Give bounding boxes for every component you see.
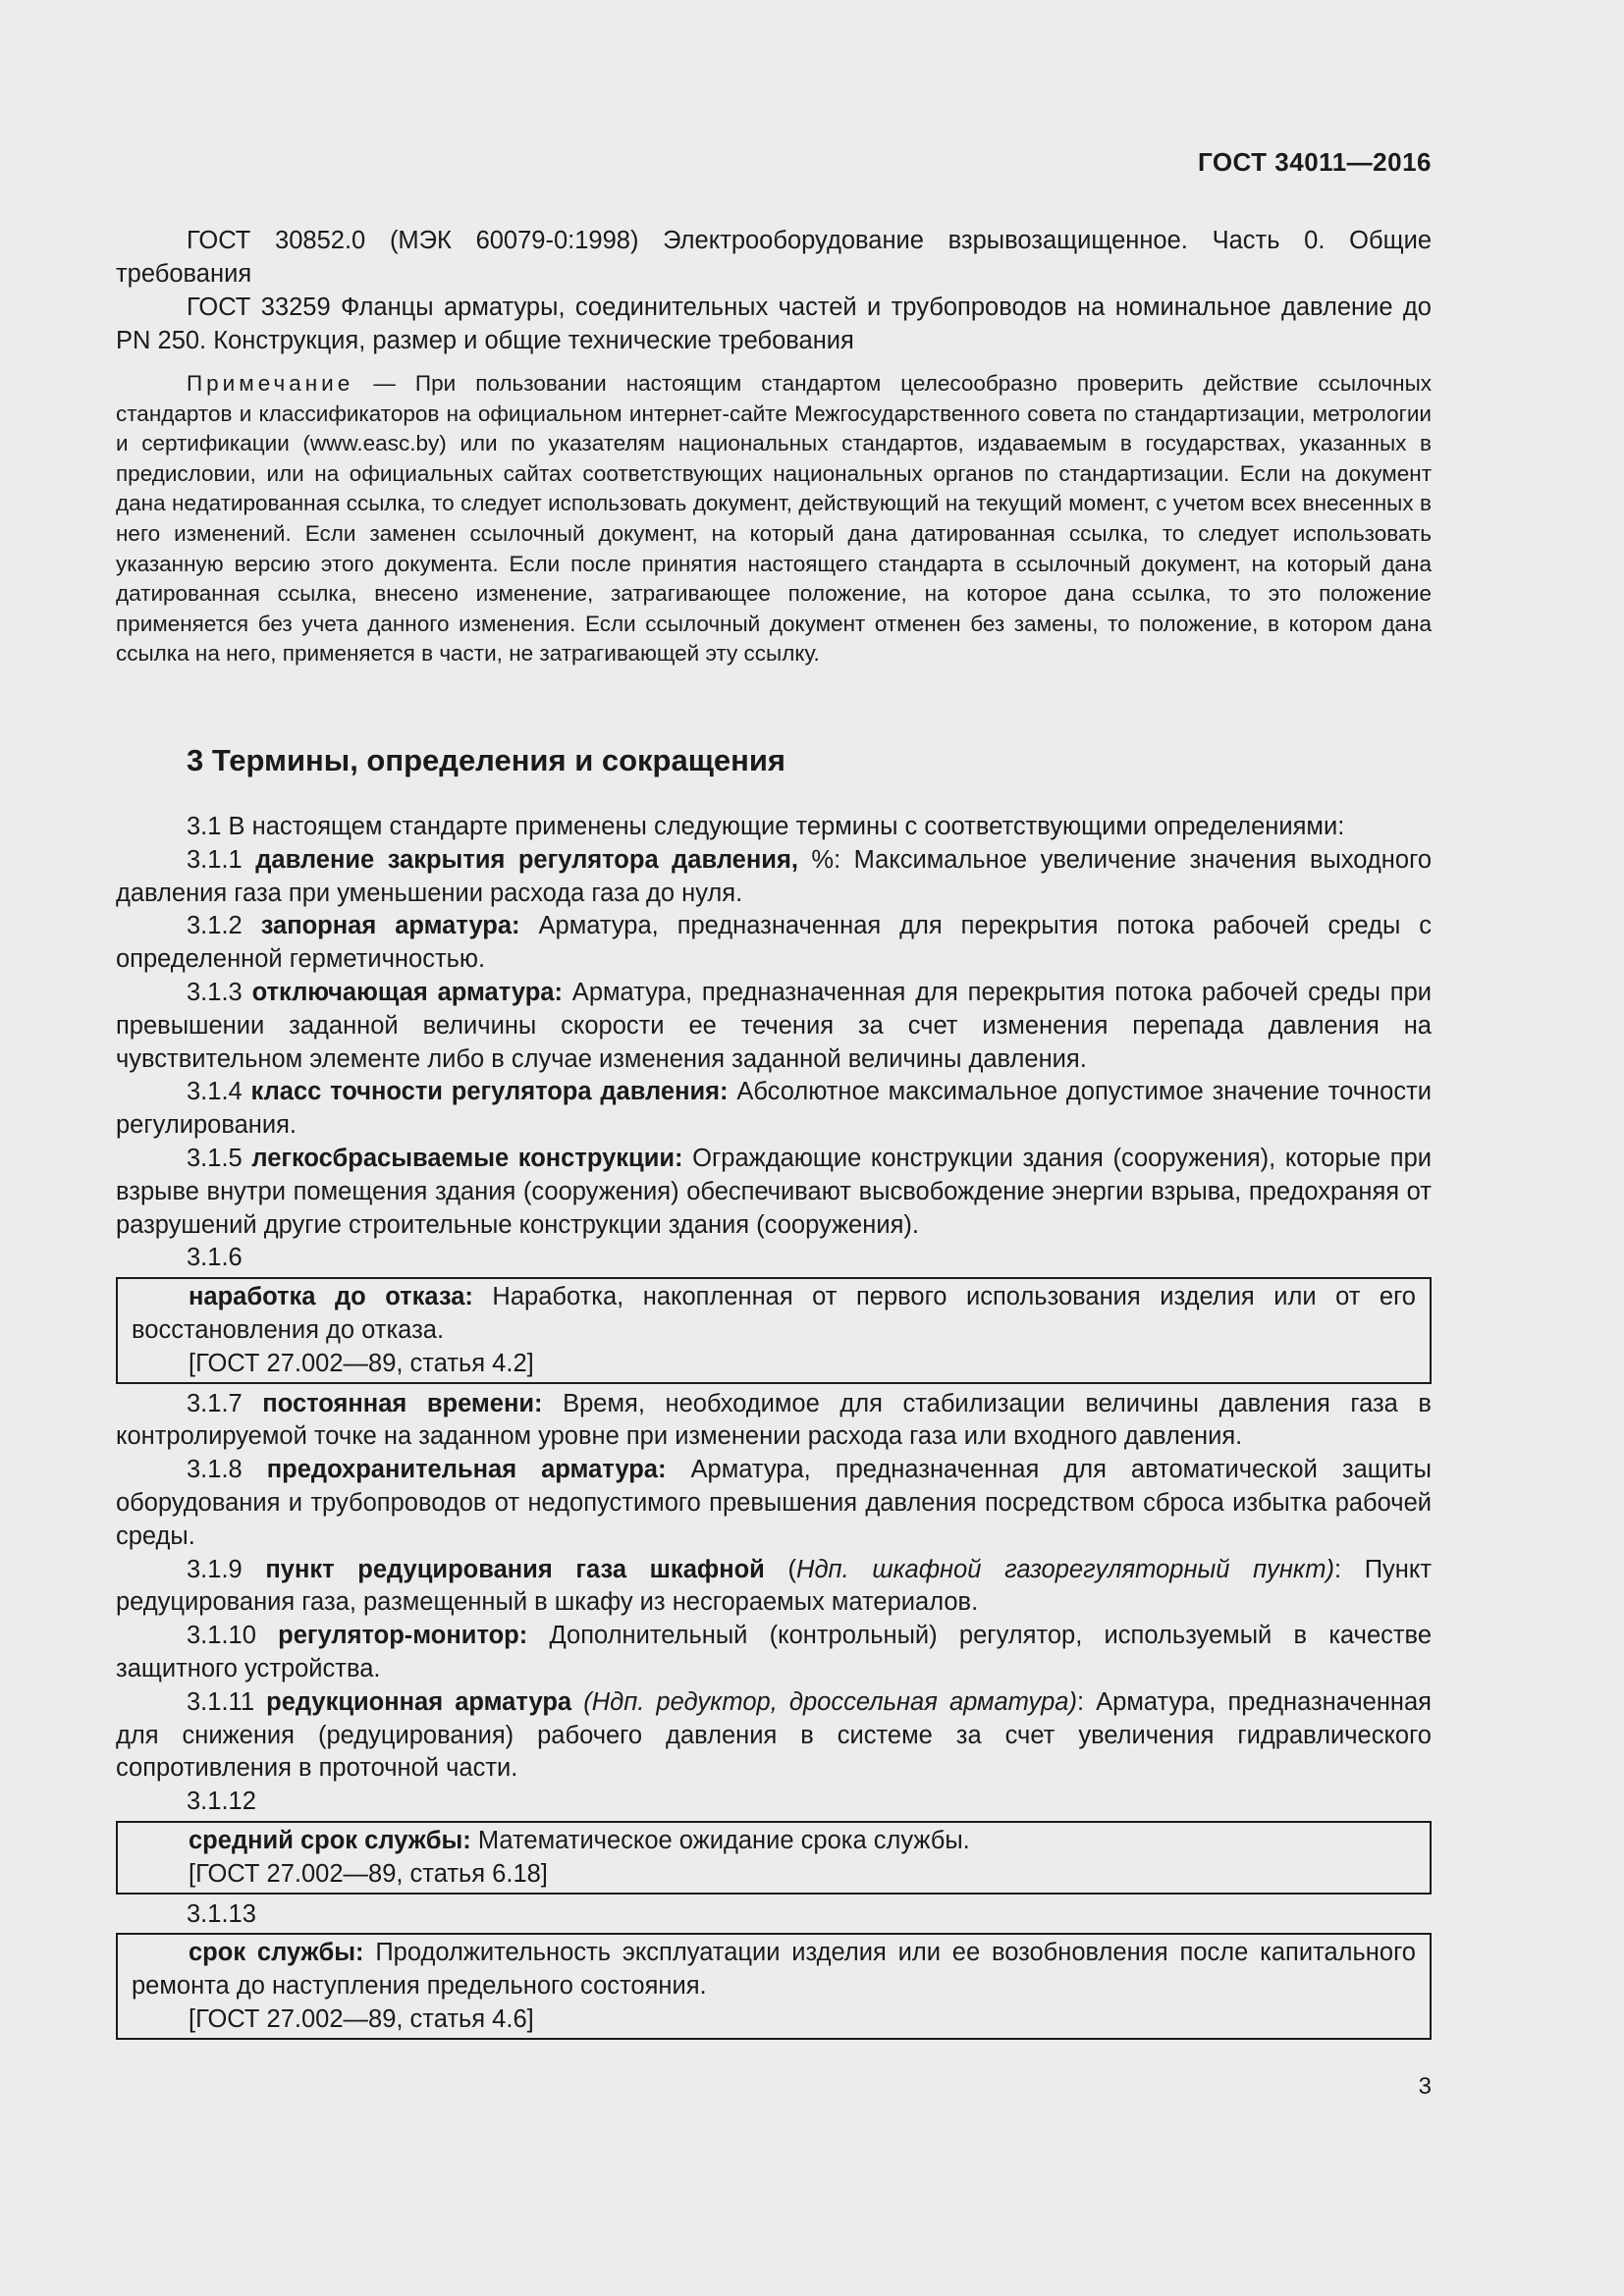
term-number: 3.1.2 <box>187 912 261 940</box>
term-number: 3.1.11 <box>187 1687 267 1716</box>
quoted-term-box <box>116 1821 1432 1895</box>
term-definition: Время, необходимое для стабилизации величины давления газа в контролируемой точке на заданном уровне при изменении расхода газа или входного давления. <box>116 1389 1432 1451</box>
term-paren: ( <box>764 1555 797 1583</box>
term-name: наработка до отказа: <box>189 1283 473 1311</box>
term-definition: : Арматура, предназначенная для снижения (редуцирования) рабочего давления в системе за счет увеличения гидравлического сопротивления в проточной части. <box>116 1687 1432 1783</box>
term-definition: Абсолютное максимальное допустимое значение точности регулирования. <box>116 1078 1432 1140</box>
term-definition: : Пункт редуцирования газа, размещенный в шкафу из несгораемых материалов. <box>116 1555 1433 1617</box>
term-source: [ГОСТ 27.002—89, статья 4.6] <box>189 2004 534 2033</box>
term-name: легкосбрасываемые конструкции: <box>251 1144 683 1172</box>
term-number: 3.1.5 <box>187 1144 252 1172</box>
document-page <box>116 0 1432 2296</box>
term-source: [ГОСТ 27.002—89, статья 4.2] <box>189 1349 534 1377</box>
note-text: — При пользовании настоящим стандартом целесообразно проверить действие ссылочных стандартов и классификаторов на официальном интернет-сайте Межгосударственного совета по стандартизации, метрологии и сертификации (www.easc.by) или по указателям национальных стандартов, издаваемым в государствах, указанных в предисловии, или на официальных сайтах соответствующих национальных органов по стандартизации. Если на документ дана недатированная ссылка, то следует использовать документ, действующий на текущий момент, с учетом всех внесенных в него изменений. Если заменен ссылочный документ, на который дана датированная ссылка, то следует использовать указанную версию этого документа. Если после принятия настоящего стандарта в ссылочный документ, на который дана датированная ссылка, внесено изменение, затрагивающее положение, на которое дана ссылка, то это положение применяется без учета данного изменения. Если ссылочный документ отменен без замены, то положение, в котором дана ссылка на него, применяется в части, не затрагивающей эту ссылку. <box>116 371 1432 667</box>
term-entry <box>132 1825 1416 1858</box>
term-entry <box>116 1686 1432 1786</box>
term-definition: Арматура, предназначенная для автоматической защиты оборудования и трубопроводов от недопустимого превышения давления посредством сброса избытка рабочей среды. <box>116 1456 1432 1550</box>
term-entry <box>116 1454 1432 1553</box>
terms-intro: 3.1 В настоящем стандарте применены следующие термины с соответствующими определениями: <box>187 813 1345 840</box>
term-definition: Продолжительность эксплуатации изделия или ее возобновления после капитального ремонта до наступления предельного состояния. <box>132 1939 1416 2001</box>
quoted-term-box <box>116 1277 1432 1383</box>
note-block <box>116 369 1432 669</box>
term-entry <box>116 910 1432 977</box>
reference-item: ГОСТ 30852.0 (МЭК 60079-0:1998) Электрооборудование взрывозащищенное. Часть 0. Общие требования <box>116 227 1432 288</box>
term-entry <box>116 1554 1432 1621</box>
term-number: 3.1.9 <box>187 1555 266 1583</box>
term-entry <box>116 1076 1432 1143</box>
note-label: Примечание <box>187 371 354 396</box>
term-definition: %: Максимальное увеличение значения выходного давления газа при уменьшении расхода газа до нуля. <box>116 845 1432 907</box>
term-entry <box>116 844 1432 911</box>
term-definition: Математическое ожидание срока службы. <box>470 1826 970 1854</box>
term-entry <box>116 1143 1432 1242</box>
term-number: 3.1.10 <box>187 1622 279 1650</box>
term-name: регулятор-монитор: <box>278 1622 528 1650</box>
term-definition: Дополнительный (контрольный) регулятор, используемый в качестве защитного устройства. <box>116 1622 1432 1682</box>
terms-list <box>116 811 1432 2044</box>
note-paragraph <box>116 369 1432 669</box>
term-source: [ГОСТ 27.002—89, статья 6.18] <box>189 1859 548 1888</box>
term-name: пункт редуцирования газа шкафной <box>265 1555 765 1583</box>
term-deprecated: (Ндп. редуктор, дроссельная арматура) <box>571 1687 1077 1716</box>
quoted-term-box <box>116 1933 1432 2039</box>
term-number: 3.1.7 <box>187 1389 263 1417</box>
document-code-header: ГОСТ 34011—2016 <box>1197 147 1432 177</box>
term-name: предохранительная арматура: <box>266 1456 667 1484</box>
term-number: 3.1.1 <box>187 845 256 874</box>
term-number: 3.1.8 <box>187 1456 267 1484</box>
section-title: 3 Термины, определения и сокращения <box>187 743 785 777</box>
term-definition: Наработка, накопленная от первого использования изделия или от его восстановления до отказа. <box>132 1283 1416 1344</box>
normative-references <box>116 224 1432 357</box>
term-name: редукционная арматура <box>266 1687 572 1716</box>
term-entry <box>132 1937 1416 2003</box>
term-definition: Арматура, предназначенная для перекрытия потока рабочей среды с определенной герметичностью. <box>116 912 1432 974</box>
term-number: 3.1.6 <box>187 1244 243 1272</box>
term-number: 3.1.13 <box>187 1899 256 1928</box>
term-name: отключающая арматура: <box>251 978 563 1006</box>
reference-item: ГОСТ 33259 Фланцы арматуры, соединительных частей и трубопроводов на номинальное давление до PN 250. Конструкция, размер и общие технические требования <box>116 294 1432 354</box>
term-number: 3.1.12 <box>187 1788 256 1816</box>
term-name: постоянная времени: <box>262 1389 543 1417</box>
term-entry <box>132 1281 1416 1348</box>
term-definition: Арматура, предназначенная для перекрытия потока рабочей среды при превышении заданной величины скорости ее течения за счет изменения перепада давления на чувствительном элементе либо в случае изменения заданной величины давления. <box>116 978 1432 1073</box>
term-name: запорная арматура: <box>260 912 520 940</box>
term-number: 3.1.4 <box>187 1078 251 1106</box>
term-name: давление закрытия регулятора давления, <box>255 845 798 874</box>
term-name: средний срок службы: <box>189 1826 471 1854</box>
term-entry <box>116 1388 1432 1455</box>
term-entry <box>116 977 1432 1076</box>
page-number: 3 <box>1418 2073 1432 2100</box>
term-deprecated: Ндп. шкафной газорегуляторный пункт) <box>796 1555 1334 1583</box>
term-number: 3.1.3 <box>187 978 252 1006</box>
term-entry <box>116 1620 1432 1686</box>
term-name: класс точности регулятора давления: <box>250 1078 729 1106</box>
term-definition: Ограждающие конструкции здания (сооружения), которые при взрыве внутри помещения здания (сооружения) обеспечивают высвобождение энергии взрыва, предохраняя от разрушений другие строительные конструкции здания (сооружения). <box>116 1144 1432 1239</box>
term-name: срок службы: <box>189 1939 364 1967</box>
